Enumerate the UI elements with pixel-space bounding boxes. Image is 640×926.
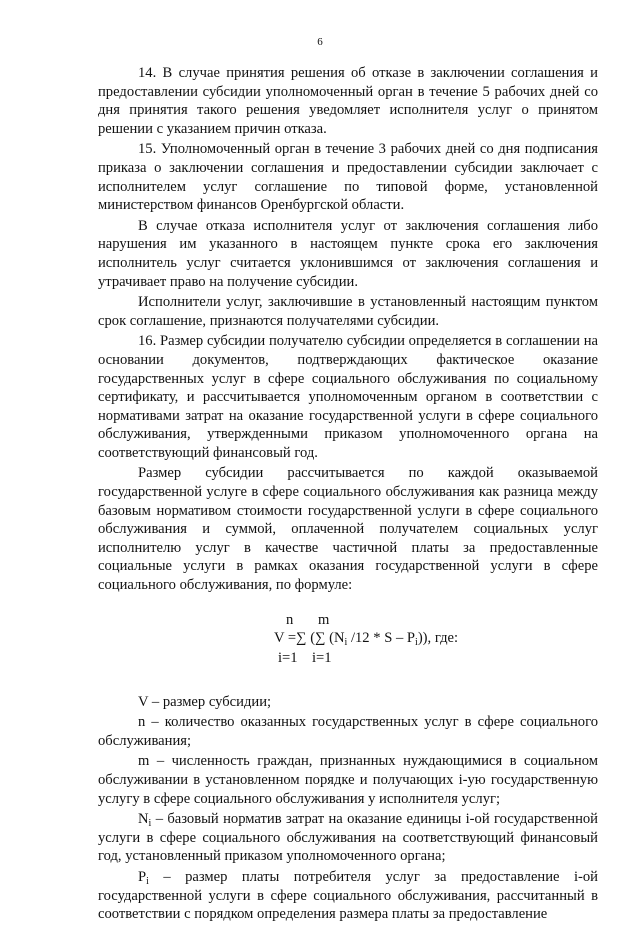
formula-middle-text: /12 * S – P [347, 629, 416, 646]
formula-lower-1: i=1 [278, 649, 298, 666]
subsidy-formula [98, 605, 598, 685]
formula-upper-m: m [318, 611, 330, 628]
paragraph-14: 14. В случае принятия решения об отказе в заключении соглашения и предоставлении субсидии уполномоченный орган в течение 5 рабочих дней со дня принятия такого решения уведомляет исполнителя услуг о принятом решении с указанием причин отказа. [98, 65, 598, 137]
formula-sub-i: i [344, 636, 348, 648]
ni-subscript: i [148, 818, 152, 830]
definition-pi [98, 868, 598, 924]
paragraph-15: 15. Уполномоченный орган в течение 3 рабочих дней со дня подписания приказа о заключении соглашения и предоставлении субсидии заключает с исполнителем услуг соглашение по типовой форме, установленной министерством финансов Оренбургской области. [98, 141, 598, 214]
ni-text: – базовый норматив затрат на оказание единицы i-ой государственной услуги в сфере социального обслуживания на соответствующий финансовый год, установленный приказом уполномоченного органа; [98, 811, 598, 865]
definition-m: m – численность граждан, признанных нуждающимися в социальном обслуживании в установленном порядке и получающих i-ую государственную услугу в сфере социального обслуживания у исполнителя услуг; [98, 753, 598, 807]
page-number: 6 [317, 36, 323, 48]
paragraph-15-recipients: Исполнители услуг, заключившие в установленный настоящим пунктом срок соглашение, признаются получателями субсидии. [98, 294, 598, 329]
pi-symbol: P [138, 868, 147, 885]
formula-expression [274, 629, 458, 648]
formula-lower-2: i=1 [312, 649, 332, 666]
ni-symbol: N [138, 811, 149, 828]
definition-ni [98, 810, 598, 866]
paragraph-15-refusal: В случае отказа исполнителя услуг от заключения соглашения либо нарушения им указанного в настоящем пункте срока его заключения исполнитель услуг считается уклонившимся от заключения соглашения и утрачивает право на получение субсидии. [98, 217, 598, 290]
formula-sub-i-2: i [415, 636, 418, 648]
pi-subscript: i [146, 875, 149, 887]
document-body [98, 64, 598, 926]
definition-n: n – количество оказанных государственных услуг в сфере социального обслуживания; [98, 714, 598, 749]
paragraph-16: 16. Размер субсидии получателю субсидии определяется в соглашении на основании документов, подтверждающих фактическое оказание государственных услуг в сфере социального обслуживания по социальному сертификату, и рассчитывается уполномоченным органом в соответствии с нормативами затрат на оказание государственной услуги в сфере социального обслуживания, утвержденными приказом уполномоченного органа на соответствующий финансовый год. [98, 333, 598, 461]
formula-upper-n: n [286, 611, 294, 628]
formula-tail-text: )), где: [417, 629, 459, 646]
formula-main-text: V =∑ (∑ (N [274, 629, 345, 646]
paragraph-16-formula-intro: Размер субсидии рассчитывается по каждой оказываемой государственной услуге в сфере социального обслуживания как разница между базовым нормативом стоимости государственной услуги в сфере социального обслуживания и суммой, оплаченной получателем социальных услуг исполнителю услуг в качестве частичной платы за предоставленные социальные услуги в рамках оказания государственной услуги в сфере социального обслуживания, по формуле: [98, 465, 598, 594]
definition-v: V – размер субсидии; [138, 693, 272, 710]
pi-text: – размер платы потребителя услуг за предоставление i-ой государственной услуги в сфере социального обслуживания, рассчитанный в соответствии с порядком определения размера платы за предоставление [98, 868, 598, 923]
